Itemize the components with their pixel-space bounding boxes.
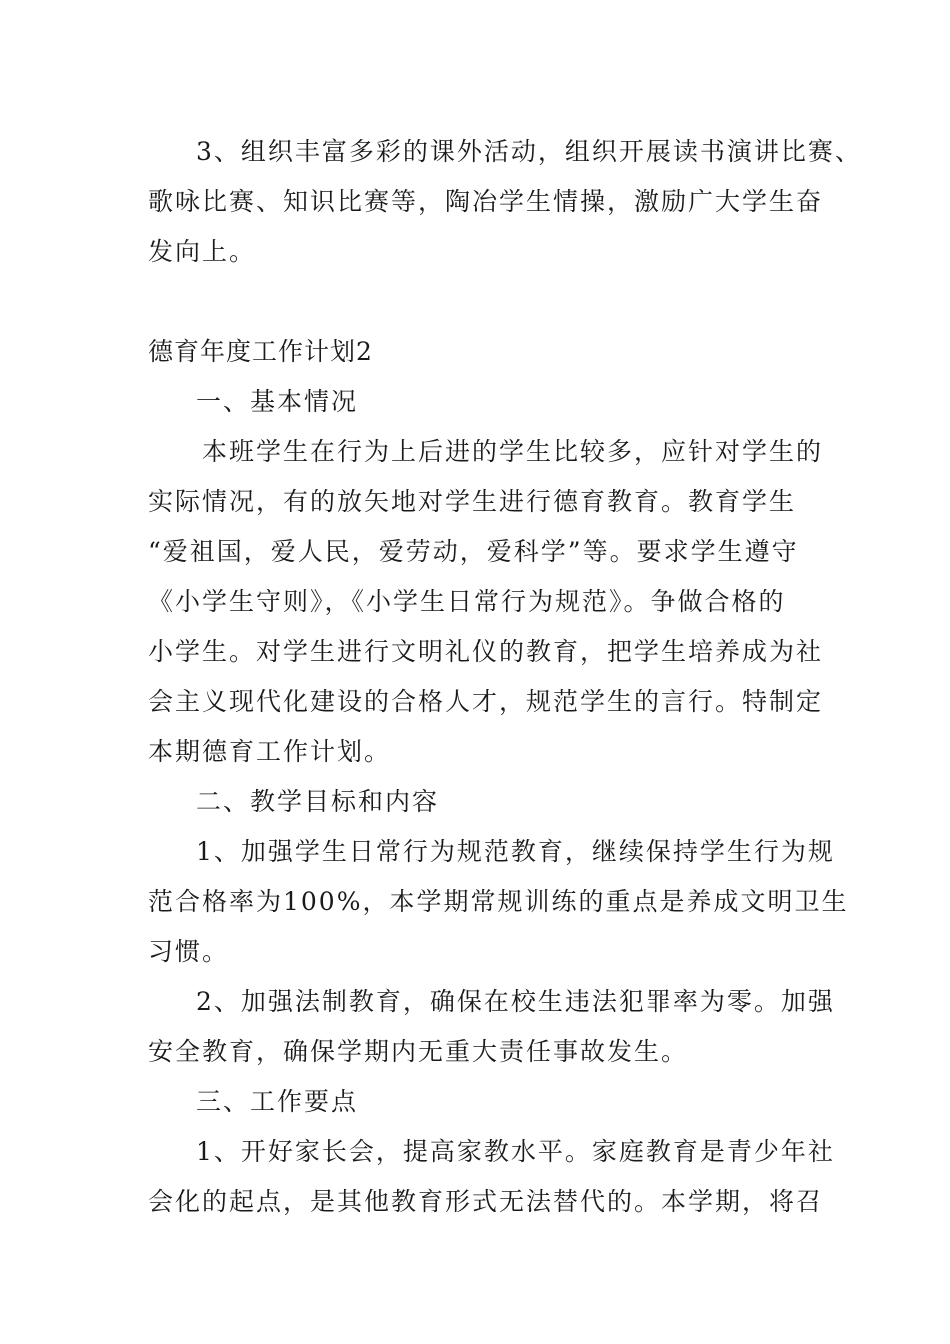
paragraph-line: 会化的起点，是其他教育形式无法替代的。本学期，将召 bbox=[148, 1187, 824, 1216]
section-heading: 一、基本情况 bbox=[196, 387, 359, 416]
paragraph-line: 安全教育，确保学期内无重大责任事故发生。 bbox=[148, 1037, 689, 1066]
paragraph-line: 本期德育工作计划。 bbox=[148, 737, 392, 766]
paragraph-line: 小学生。对学生进行文明礼仪的教育，把学生培养成为社 bbox=[148, 637, 824, 666]
paragraph-line: 3、组织丰富多彩的课外活动，组织开展读书演讲比赛、 bbox=[196, 137, 862, 166]
paragraph-line: 《小学生守则》，《小学生日常行为规范》。争做合格的 bbox=[148, 587, 786, 616]
section-title: 德育年度工作计划2 bbox=[148, 337, 373, 366]
paragraph-line: 1、开好家长会，提高家教水平。家庭教育是青少年社 bbox=[196, 1137, 835, 1166]
paragraph-line: “爱祖国，爱人民，爱劳动，爱科学”等。要求学生遵守 bbox=[148, 537, 799, 566]
paragraph-line: 歌咏比赛、知识比赛等，陶冶学生情操，激励广大学生奋 bbox=[148, 187, 824, 216]
paragraph-line: 会主义现代化建设的合格人才，规范学生的言行。特制定 bbox=[148, 687, 824, 716]
paragraph-line: 实际情况，有的放矢地对学生进行德育教育。教育学生 bbox=[148, 487, 797, 516]
paragraph-line: 习惯。 bbox=[148, 937, 230, 966]
section-heading: 二、教学目标和内容 bbox=[196, 787, 440, 816]
paragraph-line: 发向上。 bbox=[148, 237, 257, 266]
paragraph-line: 2、加强法制教育，确保在校生违法犯罪率为零。加强 bbox=[196, 987, 835, 1016]
paragraph-line: 1、加强学生日常行为规范教育，继续保持学生行为规 bbox=[196, 837, 835, 866]
paragraph-line: 范合格率为100%，本学期常规训练的重点是养成文明卫生 bbox=[148, 887, 849, 916]
paragraph-line: 本班学生在行为上后进的学生比较多，应针对学生的 bbox=[202, 437, 824, 466]
section-heading: 三、工作要点 bbox=[196, 1087, 359, 1116]
